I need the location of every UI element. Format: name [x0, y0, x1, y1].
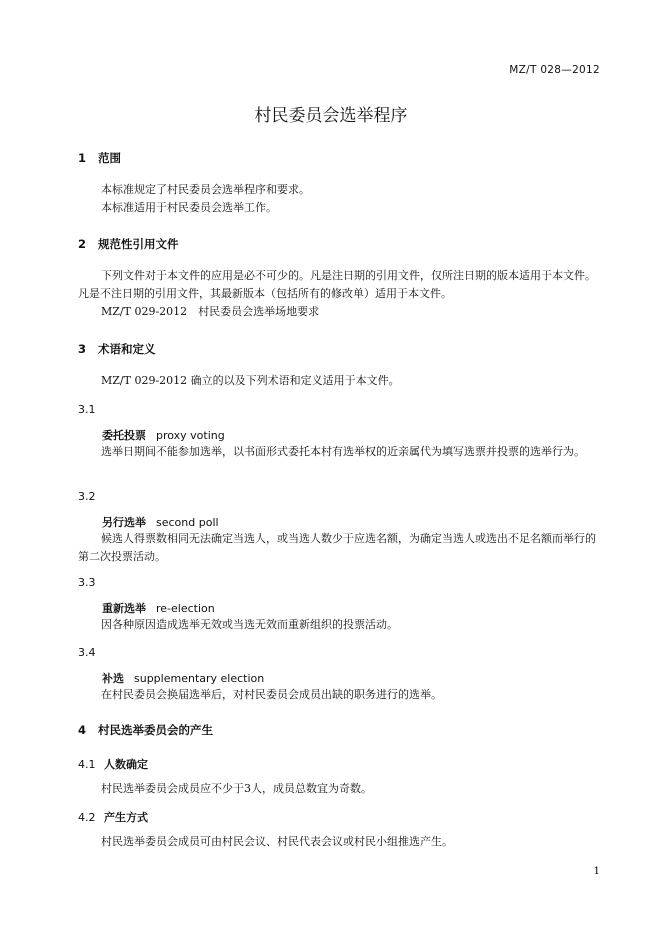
- document-title: 村民委员会选举程序: [254, 106, 408, 126]
- term-english: proxy voting: [156, 429, 225, 442]
- paragraph: 村民选举委员会成员可由村民会议、村民代表会议或村民小组推选产生。: [101, 835, 453, 848]
- clause-number: 3.3: [78, 576, 96, 589]
- term-entry: [102, 514, 219, 530]
- paragraph: 下列文件对于本文件的应用是必不可少的。凡是注日期的引用文件，仅所注日期的版本适用于本文件。凡是不注日期的引用文件，其最新版本（包括所有的修改单）适用于本文件。: [78, 269, 596, 300]
- clause-number: 3.2: [78, 490, 96, 503]
- paragraph: MZ/T 029-2012 确立的以及下列术语和定义适用于本文件。: [101, 374, 400, 387]
- term-definition: 因各种原因造成选举无效或当选无效而重新组织的投票活动。: [101, 618, 398, 631]
- normative-reference: MZ/T 029-2012 村民委员会选举场地要求: [101, 305, 320, 318]
- section-number: 1: [78, 151, 87, 165]
- section-number: 4: [78, 723, 87, 737]
- subsection-title: 产生方式: [104, 811, 148, 824]
- term-entry: [102, 670, 264, 686]
- section-title: 村民选举委员会的产生: [98, 723, 213, 737]
- subsection-number: 4.1: [78, 758, 96, 771]
- term-chinese: 重新选举: [102, 602, 146, 615]
- clause-number: 3.4: [78, 646, 96, 659]
- section-heading-3: [78, 341, 156, 357]
- term-english: second poll: [156, 516, 219, 529]
- paragraph: 本标准规定了村民委员会选举程序和要求。: [101, 183, 310, 196]
- section-title: 术语和定义: [98, 342, 156, 356]
- term-definition: 在村民委员会换届选举后，对村民委员会成员出缺的职务进行的选举。: [101, 688, 442, 701]
- term-chinese: 另行选举: [102, 516, 146, 529]
- term-english: re-election: [156, 602, 215, 615]
- standard-code: MZ/T 028—2012: [509, 64, 600, 76]
- subsection-title: 人数确定: [104, 758, 148, 771]
- page-number: 1: [593, 865, 600, 877]
- term-entry: [102, 600, 215, 616]
- paragraph: 本标准适用于村民委员会选举工作。: [101, 201, 277, 214]
- section-heading-1: [78, 150, 121, 166]
- term-chinese: 委托投票: [102, 429, 146, 442]
- subsection-heading-4-2: [78, 809, 148, 825]
- section-number: 2: [78, 237, 87, 251]
- term-definition: 候选人得票数相同无法确定当选人，或当选人数少于应选名额，为确定当选人或选出不足名额而举行的第二次投票活动。: [78, 532, 596, 563]
- term-english: supplementary election: [134, 672, 265, 685]
- section-heading-2: [78, 236, 179, 252]
- section-title: 规范性引用文件: [98, 237, 179, 251]
- subsection-heading-4-1: [78, 756, 148, 772]
- section-number: 3: [78, 342, 87, 356]
- clause-number: 3.1: [78, 403, 96, 416]
- term-chinese: 补选: [102, 672, 124, 685]
- section-title: 范围: [98, 151, 121, 165]
- term-definition: 选举日期间不能参加选举，以书面形式委托本村有选举权的近亲属代为填写选票并投票的选举行为。: [101, 445, 585, 458]
- subsection-number: 4.2: [78, 811, 96, 824]
- term-entry: [102, 427, 225, 443]
- section-heading-4: [78, 722, 213, 738]
- paragraph: 村民选举委员会成员应不少于3人，成员总数宜为奇数。: [101, 782, 372, 795]
